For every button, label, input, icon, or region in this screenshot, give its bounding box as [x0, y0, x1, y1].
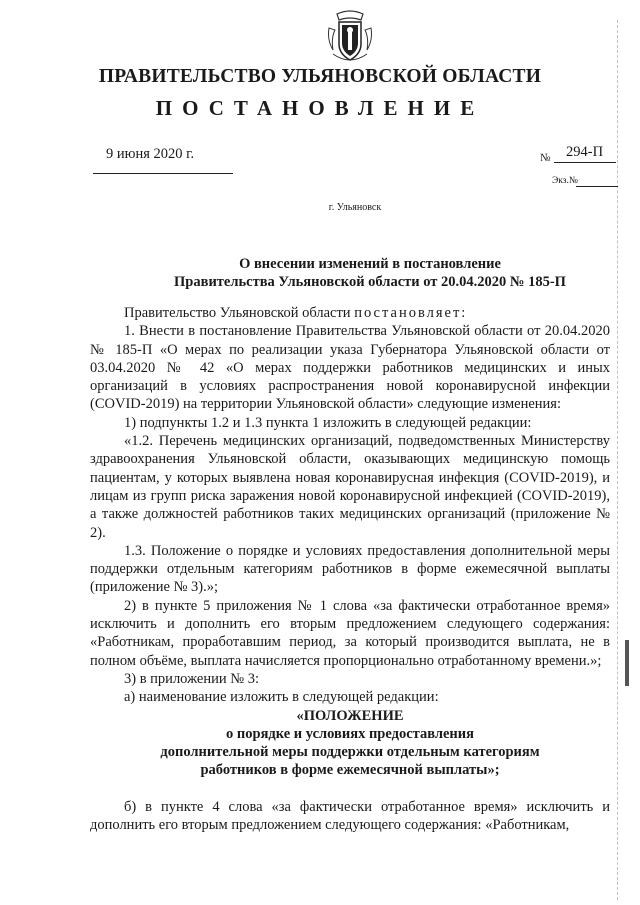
- title-line-2: Правительства Ульяновской области от 20.04.2020 № 185-П: [174, 274, 566, 290]
- annex-heading-2: о порядке и условиях предоставления: [226, 725, 474, 742]
- spacer: [90, 780, 610, 798]
- decree-number: 294-П: [566, 144, 604, 160]
- date-underline: [93, 173, 233, 174]
- paragraph-2: 1) подпункты 1.2 и 1.3 пункта 1 изложить в следующей редакции:: [124, 414, 532, 431]
- paragraph-5: 2) в пункте 5 приложения № 1 слова «за фактически отработанное время» исключить и дополнить его вторым предложением следующего содержания: «Работникам, проработавшим период, за который производится выплата, не в полном объёме, выплата начисляется пропорционально отработанному времени.»;: [90, 597, 610, 669]
- number-sign: №: [540, 152, 551, 164]
- annex-heading-3: дополнительной меры поддержки отдельным категориям: [160, 744, 540, 761]
- coat-of-arms-icon: [325, 10, 375, 64]
- document-body: [90, 304, 610, 834]
- decree-date: 9 июня 2020 г.: [106, 146, 195, 162]
- government-name: ПРАВИТЕЛЬСТВО УЛЬЯНОВСКОЙ ОБЛАСТИ: [98, 66, 542, 87]
- paragraph-8: б) в пункте 4 слова «за фактически отработанное время» исключить и дополнить его вторым предложением следующего содержания: «Работникам,: [90, 798, 610, 834]
- paragraph-7: а) наименование изложить в следующей редакции:: [124, 689, 439, 706]
- number-underline: [554, 162, 616, 163]
- intro-text: Правительство Ульяновской области: [124, 305, 355, 321]
- city: г. Ульяновск: [328, 202, 382, 213]
- intro-spaced-verb: постановляет:: [354, 305, 468, 321]
- paragraph-1: 1. Внести в постановление Правительства Ульяновской области от 20.04.2020 № 185-П «О мерах по реализации указа Губернатора Ульяновской области от 03.04.2020 № 42 «О мерах поддержки работников медицинских и иных организаций в условиях распространения новой коронавирусной инфекции (COVID-2019) на территории Ульяновской области» следующие изменения:: [90, 323, 610, 413]
- scan-edge-mark: [625, 640, 629, 686]
- copy-label: Экз.№: [552, 176, 578, 186]
- copy-underline: [576, 186, 618, 187]
- paragraph-6: 3) в приложении № 3:: [124, 670, 259, 687]
- intro-paragraph: [90, 304, 610, 322]
- document-title: [90, 255, 640, 291]
- paragraph-4: 1.3. Положение о порядке и условиях предоставления дополнительной меры поддержки отдельным категориям работников в форме ежемесячной выплаты (приложение № 3).»;: [90, 542, 610, 596]
- annex-heading-4: работников в форме ежемесячной выплаты»;: [200, 762, 500, 779]
- paragraph-3: «1.2. Перечень медицинских организаций, подведомственных Министерству здравоохранения Ульяновской области, оказывающих медицинскую помощь пациентам, у которых выявлена новая коронавирусная инфекция (COVID-2019), и лицам из групп риска заражения новой коронавирусной инфекцией (COVID-2019), а также должностей работников таких медицинских организаций (приложение № 2).: [90, 433, 610, 541]
- document-type: ПОСТАНОВЛЕНИЕ: [155, 96, 485, 120]
- scan-margin-line: [617, 20, 618, 900]
- title-line-1: О внесении изменений в постановление: [239, 256, 501, 272]
- annex-heading-1: «ПОЛОЖЕНИЕ: [296, 707, 404, 724]
